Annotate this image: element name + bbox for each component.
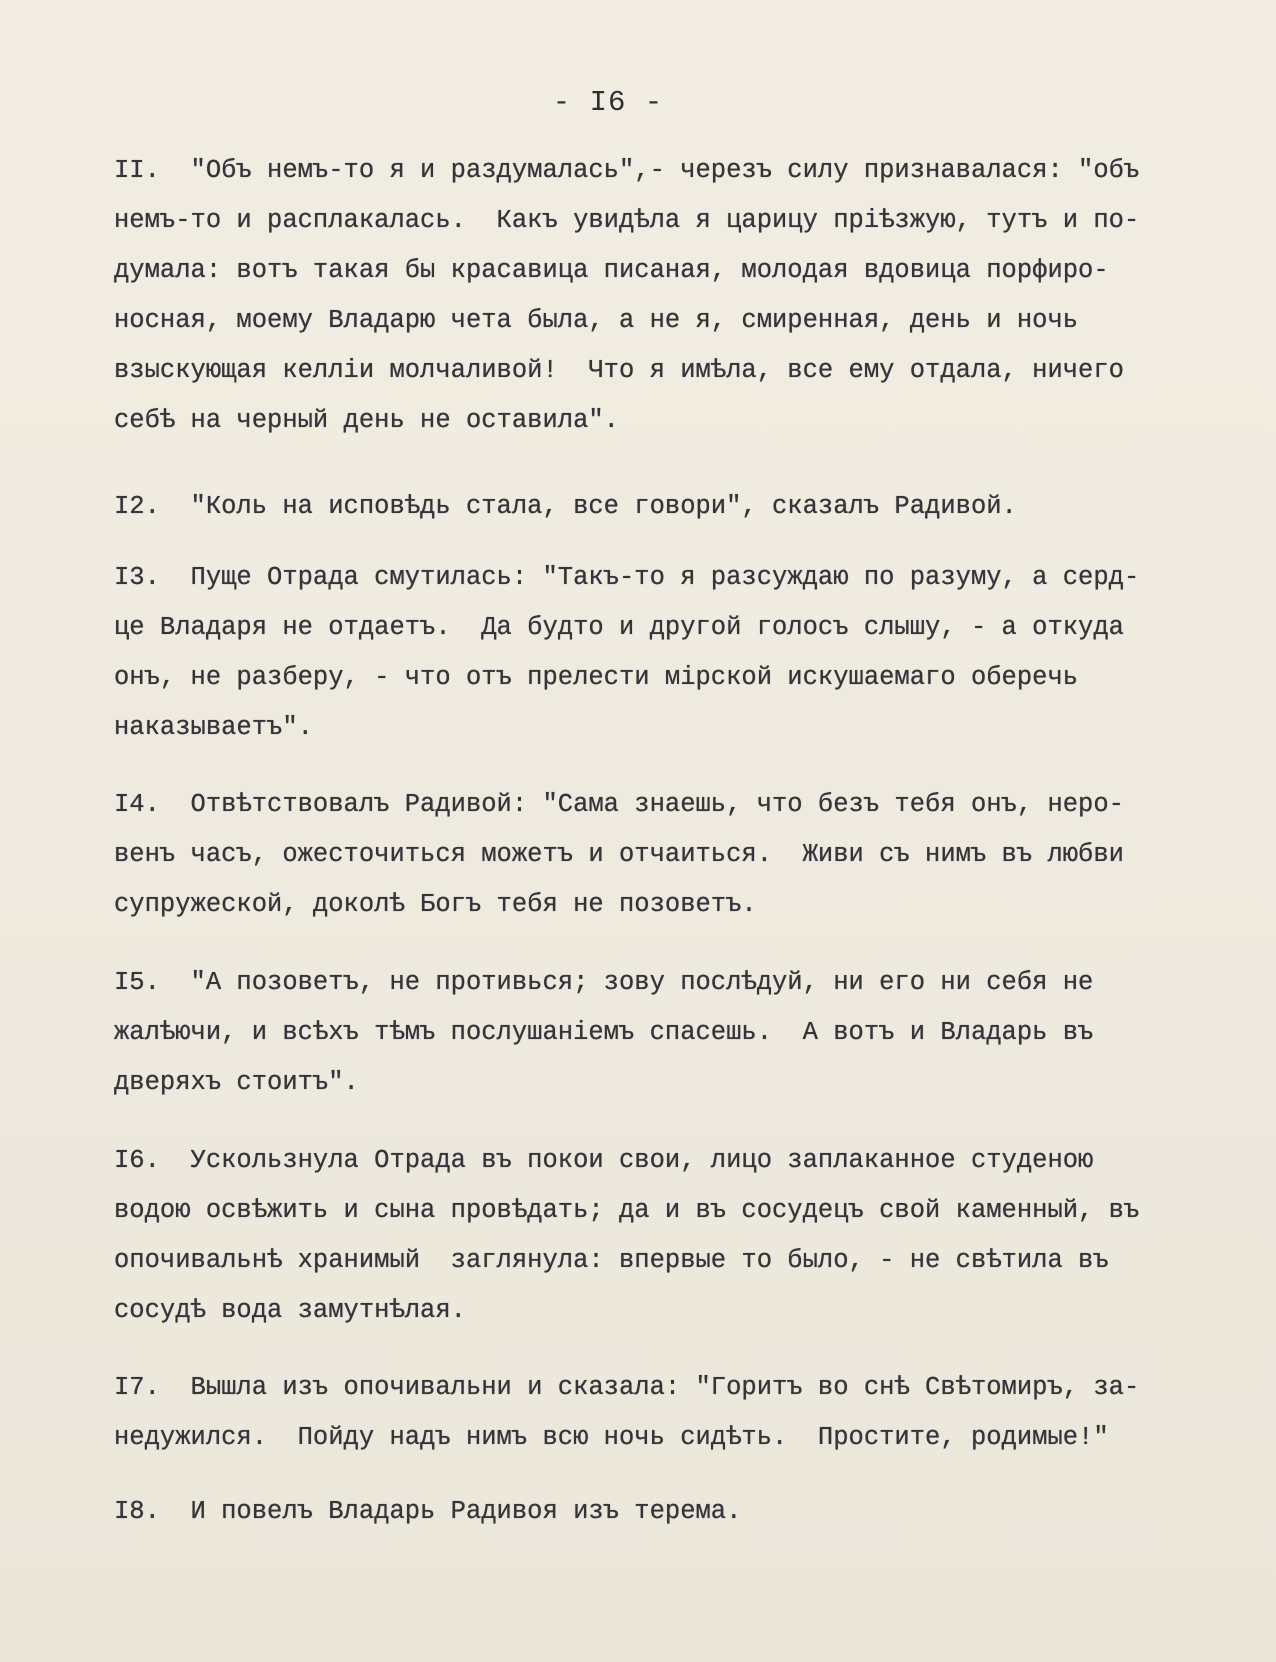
text-line: I5. "А позоветъ, не противься; зову послѣдуй, ни его ни себя не: [114, 968, 1094, 997]
text-line: супружеской, доколѣ Богъ тебя не позоветъ.: [114, 890, 757, 919]
text-line: I2. "Коль на исповѣдь стала, все говори", сказалъ Радивой.: [114, 492, 1017, 521]
text-line: наказываетъ".: [114, 713, 313, 742]
paragraph-13: [114, 553, 1264, 753]
text-line: онъ, не разберу, - что отъ прелести мiрской искушаемаго оберечь: [114, 663, 1079, 692]
text-line: взыскующая келлiи молчаливой! Что я имѣла, все ему отдала, ничего: [114, 356, 1124, 385]
text-line: сосудѣ вода замутнѣлая.: [114, 1296, 466, 1325]
text-line: немъ-то и расплакалась. Какъ увидѣла я царицу прiѣзжую, тутъ и по-: [114, 206, 1140, 235]
paragraph-18: [114, 1487, 1264, 1537]
text-line: венъ часъ, ожесточиться можетъ и отчаиться. Живи съ нимъ въ любви: [114, 840, 1124, 869]
paragraph-17: [114, 1363, 1264, 1463]
text-line: II. "Объ немъ-то я и раздумалась",- черезъ силу признавалася: "объ: [114, 156, 1140, 185]
text-line: це Владаря не отдаетъ. Да будто и другой голосъ слышу, - а откуда: [114, 613, 1124, 642]
text-line: I8. И повелъ Владарь Радивоя изъ терема.: [114, 1497, 742, 1526]
text-line: I4. Отвѣтствовалъ Радивой: "Сама знаешь, что безъ тебя онъ, неро-: [114, 790, 1124, 819]
text-line: I6. Ускользнула Отрада въ покои свои, лицо заплаканное студеною: [114, 1146, 1094, 1175]
text-line: думала: вотъ такая бы красавица писаная, молодая вдовица порфиро-: [114, 256, 1109, 285]
text-line: водою освѣжить и сына провѣдать; да и въ сосудецъ свой каменный, въ: [114, 1196, 1140, 1225]
page-number: - I6 -: [552, 86, 664, 119]
text-line: опочивальнѣ хранимый заглянула: впервые то было, - не свѣтила въ: [114, 1246, 1109, 1275]
text-line: недужился. Пойду надъ нимъ всю ночь сидѣть. Простите, родимые!": [114, 1423, 1109, 1452]
paragraph-12: [114, 482, 1264, 532]
text-line: себѣ на черный день не оставила".: [114, 406, 619, 435]
text-line: носная, моему Владарю чета была, а не я, смиренная, день и ночь: [114, 306, 1079, 335]
paragraph-16: [114, 1136, 1264, 1336]
text-line: I7. Вышла изъ опочивальни и сказала: "Горитъ во снѣ Свѣтомиръ, за-: [114, 1373, 1140, 1402]
paragraph-11: [114, 146, 1264, 446]
text-line: жалѣючи, и всѣхъ тѣмъ послушанiемъ спасешь. А вотъ и Владарь въ: [114, 1018, 1094, 1047]
paragraph-15: [114, 958, 1264, 1108]
paragraph-14: [114, 780, 1264, 930]
text-line: I3. Пуще Отрада смутилась: "Такъ-то я разсуждаю по разуму, а серд-: [114, 563, 1140, 592]
text-line: дверяхъ стоитъ".: [114, 1068, 359, 1097]
